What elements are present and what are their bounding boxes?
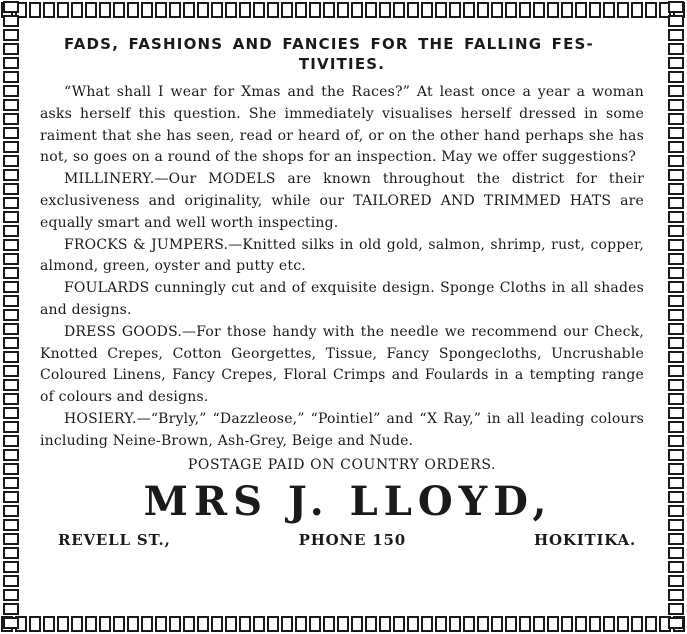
border-cell (3, 533, 19, 545)
border-cell (141, 616, 153, 632)
decorative-border-left (0, 0, 22, 634)
border-cell (589, 2, 601, 18)
border-cell (113, 2, 125, 18)
border-cell (668, 505, 684, 517)
hosiery-paragraph: HOSIERY.—“Bryly,” “Dazzleose,” “Pointiel” and “X Ray,” in all leading colours including Neine-Brown, Ash-Grey, Beige and Nude. (40, 410, 644, 449)
border-cell (668, 295, 684, 307)
border-cell (668, 57, 684, 69)
border-cell (668, 561, 684, 573)
border-cell (169, 2, 181, 18)
border-cell (668, 379, 684, 391)
border-cell (668, 323, 684, 335)
border-cell (547, 616, 559, 632)
border-cell (668, 477, 684, 489)
border-cell (668, 519, 684, 531)
border-cell (668, 15, 684, 27)
border-cell (99, 2, 111, 18)
contact-footer (40, 531, 644, 549)
border-cell (668, 449, 684, 461)
millinery-paragraph: MILLINERY.—Our MODELS are known throughout the district for their exclusiveness and originality, while our TAILORED AND TRIMMED HATS are equally smart and well worth inspecting. (40, 171, 644, 231)
border-cell (668, 197, 684, 209)
border-cell (407, 2, 419, 18)
border-cell (668, 393, 684, 405)
border-cell (29, 2, 41, 18)
border-cell (3, 295, 19, 307)
border-cell (519, 2, 531, 18)
border-cell (281, 616, 293, 632)
border-cell (267, 616, 279, 632)
border-cell (519, 616, 531, 632)
border-cell (505, 2, 517, 18)
border-cell (589, 616, 601, 632)
border-cell (435, 2, 447, 18)
border-cell (29, 616, 41, 632)
border-cell (393, 2, 405, 18)
border-cell (3, 281, 19, 293)
border-cell (113, 616, 125, 632)
border-cell (3, 435, 19, 447)
headline-line-2: TIVITIES. (298, 55, 386, 73)
intro-paragraph: “What shall I wear for Xmas and the Races?” At least once a year a woman asks herself this question. She immediately visualises herself dressed in some raiment that she has seen, read or heard of, or on the other hand perhaps she has not, so goes on a round of the shops for an inspection. May we offer suggestions? (40, 84, 644, 166)
border-cell (3, 57, 19, 69)
border-cell (57, 616, 69, 632)
border-cell (3, 155, 19, 167)
border-cell (99, 616, 111, 632)
border-cell (71, 2, 83, 18)
border-cell (463, 2, 475, 18)
border-cell (211, 616, 223, 632)
border-cell (668, 211, 684, 223)
border-cell (449, 616, 461, 632)
frocks-paragraph: FROCKS & JUMPERS.—Knitted silks in old gold, salmon, shrimp, rust, copper, almond, green, oyster and putty etc. (40, 236, 644, 275)
border-cell (668, 141, 684, 153)
border-cell (197, 2, 209, 18)
border-cell (491, 2, 503, 18)
border-cell (668, 351, 684, 363)
border-cell (3, 463, 19, 475)
border-cell (3, 519, 19, 531)
business-name: MRS J. LLOYD, (143, 477, 553, 525)
border-cell (3, 169, 19, 181)
border-cell (85, 616, 97, 632)
decorative-border-right (665, 0, 687, 634)
border-cell (631, 2, 643, 18)
border-cell (668, 589, 684, 601)
border-cell (253, 2, 265, 18)
border-cell (3, 43, 19, 55)
border-cell (668, 253, 684, 265)
border-cell (668, 239, 684, 251)
border-cell (3, 505, 19, 517)
border-cell (393, 616, 405, 632)
border-cell (421, 2, 433, 18)
foulards-paragraph: FOULARDS cunningly cut and of exquisite design. Sponge Cloths in all shades and designs. (40, 280, 644, 318)
address: REVELL ST., (58, 530, 171, 549)
border-cell (239, 616, 251, 632)
border-cell (3, 575, 19, 587)
border-cell (645, 2, 657, 18)
border-cell (155, 616, 167, 632)
border-cell (3, 127, 19, 139)
border-cell (379, 2, 391, 18)
border-cell (337, 2, 349, 18)
border-cell (155, 2, 167, 18)
border-cell (3, 113, 19, 125)
border-cell (668, 43, 684, 55)
border-cell (3, 603, 19, 615)
border-cell (668, 85, 684, 97)
border-cell (3, 239, 19, 251)
border-cell (477, 616, 489, 632)
border-cell (668, 603, 684, 615)
border-cell (183, 2, 195, 18)
border-cell (225, 2, 237, 18)
border-cell (3, 491, 19, 503)
phone: PHONE 150 (298, 530, 407, 549)
border-cell (668, 281, 684, 293)
border-cell (603, 616, 615, 632)
border-cell (3, 15, 19, 27)
border-cell (183, 616, 195, 632)
border-cell (3, 197, 19, 209)
border-cell (668, 617, 684, 629)
border-cell (421, 616, 433, 632)
border-cell (668, 155, 684, 167)
border-cell (668, 225, 684, 237)
border-cell (309, 616, 321, 632)
border-cell (533, 616, 545, 632)
border-cell (3, 351, 19, 363)
border-cell (295, 2, 307, 18)
advert-body (40, 30, 644, 549)
border-cell (3, 85, 19, 97)
border-cell (575, 616, 587, 632)
border-cell (3, 253, 19, 265)
border-cell (71, 616, 83, 632)
border-cell (668, 127, 684, 139)
border-cell (211, 2, 223, 18)
border-cell (668, 365, 684, 377)
border-cell (3, 393, 19, 405)
border-cell (668, 435, 684, 447)
border-cell (323, 616, 335, 632)
border-cell (43, 2, 55, 18)
border-cell (281, 2, 293, 18)
border-cell (3, 141, 19, 153)
border-cell (3, 71, 19, 83)
border-cell (365, 616, 377, 632)
border-cell (561, 616, 573, 632)
border-cell (85, 2, 97, 18)
border-cell (295, 616, 307, 632)
border-cell (668, 113, 684, 125)
border-cell (547, 2, 559, 18)
border-cell (3, 1, 19, 13)
border-cell (3, 99, 19, 111)
decorative-border-top (0, 0, 687, 20)
decorative-border-bottom (0, 614, 687, 634)
border-cell (668, 183, 684, 195)
border-cell (197, 616, 209, 632)
border-cell (3, 589, 19, 601)
border-cell (668, 547, 684, 559)
border-cell (477, 2, 489, 18)
border-cell (668, 337, 684, 349)
border-cell (3, 547, 19, 559)
border-cell (3, 617, 19, 629)
border-cell (379, 616, 391, 632)
border-cell (351, 2, 363, 18)
border-cell (3, 211, 19, 223)
border-cell (491, 616, 503, 632)
border-cell (668, 99, 684, 111)
border-cell (668, 575, 684, 587)
border-cell (668, 491, 684, 503)
border-cell (253, 616, 265, 632)
postage-note: POSTAGE PAID ON COUNTRY ORDERS. (187, 456, 497, 473)
border-cell (668, 71, 684, 83)
border-cell (668, 309, 684, 321)
border-cell (3, 309, 19, 321)
border-cell (3, 337, 19, 349)
border-cell (225, 616, 237, 632)
headline (40, 34, 644, 74)
border-cell (43, 616, 55, 632)
border-cell (3, 225, 19, 237)
border-cell (617, 2, 629, 18)
border-cell (3, 29, 19, 41)
border-cell (3, 267, 19, 279)
border-cell (668, 533, 684, 545)
border-cell (463, 616, 475, 632)
border-cell (575, 2, 587, 18)
border-cell (323, 2, 335, 18)
border-cell (239, 2, 251, 18)
border-cell (337, 616, 349, 632)
border-cell (141, 2, 153, 18)
border-cell (617, 616, 629, 632)
border-cell (668, 1, 684, 13)
dress-goods-paragraph: DRESS GOODS.—For those handy with the needle we recommend our Check, Knotted Crepes, Cotton Georgettes, Tissue, Fancy Spongecloths, Uncrushable Coloured Linens, Fancy Crepes, Floral Crimps and Foulards in a tempting range of colours and designs. (40, 323, 644, 406)
border-cell (3, 561, 19, 573)
border-cell (3, 421, 19, 433)
border-cell (407, 616, 419, 632)
headline-line-1: FADS, FASHIONS AND FANCIES FOR THE FALLING FES- (64, 35, 594, 53)
border-cell (309, 2, 321, 18)
border-cell (3, 477, 19, 489)
border-cell (127, 2, 139, 18)
border-cell (127, 616, 139, 632)
border-cell (3, 183, 19, 195)
border-cell (645, 616, 657, 632)
border-cell (505, 616, 517, 632)
border-cell (449, 2, 461, 18)
border-cell (3, 323, 19, 335)
border-cell (435, 616, 447, 632)
border-cell (169, 616, 181, 632)
border-cell (351, 616, 363, 632)
border-cell (267, 2, 279, 18)
border-cell (668, 407, 684, 419)
border-cell (365, 2, 377, 18)
border-cell (533, 2, 545, 18)
border-cell (561, 2, 573, 18)
town: HOKITIKA. (534, 530, 636, 549)
border-cell (668, 463, 684, 475)
border-cell (668, 29, 684, 41)
border-cell (3, 379, 19, 391)
border-cell (631, 616, 643, 632)
border-cell (57, 2, 69, 18)
border-cell (668, 421, 684, 433)
border-cell (668, 169, 684, 181)
border-cell (603, 2, 615, 18)
border-cell (3, 449, 19, 461)
border-cell (3, 407, 19, 419)
border-cell (668, 267, 684, 279)
border-cell (3, 365, 19, 377)
